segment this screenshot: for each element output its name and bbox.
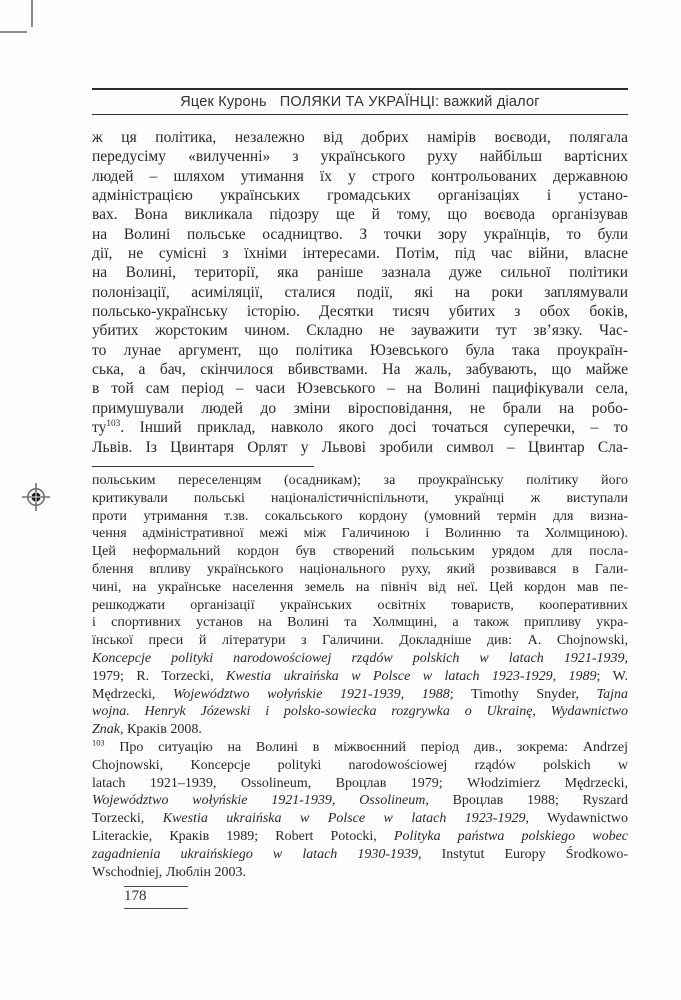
text-line: Torzecki, Kwestia ukraińska w Polsce w latach 1923-1929, Wydawnictwo bbox=[92, 811, 628, 827]
footnote-separator bbox=[92, 466, 314, 467]
page-number: 178 bbox=[124, 888, 147, 904]
text-line: $^{103}$ Про ситуацію на Волині в міжвоєнний період див., зокрема: Andrzej bbox=[92, 738, 628, 755]
text-line: блення впливу українського національного руху, який розвивався в Гали- bbox=[92, 561, 628, 577]
footer-rule-bottom bbox=[124, 908, 188, 909]
text-line: $ту^{103}$. Інший приклад, навколо якого досі точаться суперечки, – то bbox=[92, 419, 628, 437]
text-line: Znak, Краків 2008. bbox=[92, 722, 202, 738]
body-text bbox=[92, 128, 628, 457]
crop-mark-horizontal-icon bbox=[0, 31, 27, 33]
text-line: дії, не сумісні з їхніми інтересами. Потім, під час війни, власне bbox=[92, 245, 628, 263]
text-line: ська, а бач, скінчилося вбивствами. На жаль, забувають, що майже bbox=[92, 361, 628, 379]
text-line: примушували людей до зміни віросповідання, не брали на робо- bbox=[92, 399, 628, 417]
text-line: убитих жорстоким чином. Складно не зауважити тут зв’язку. Час- bbox=[92, 322, 628, 340]
running-head-title: ПОЛЯКИ ТА УКРАЇНЦІ: важкий діалог bbox=[279, 94, 540, 110]
text-line: Koncepcje polityki narodowościowej rządów polskich w latach 1921-1939, bbox=[92, 650, 628, 666]
text-line: то лунае аргумент, що політика Юзевського була така проукраїн- bbox=[92, 341, 628, 359]
footnotes-block bbox=[92, 472, 628, 881]
crop-mark-vertical-icon bbox=[31, 0, 33, 27]
text-line: на Волині польське осадництво. З точки зору українців, то були bbox=[92, 225, 628, 243]
text-line: полонізації, асиміляції, сталися події, які на роки заплямували bbox=[92, 283, 628, 301]
text-line: wojna. Henryk Józewski i polsko-sowiecka rozgrywka o Ukrainę, Wydawnictwo bbox=[92, 704, 628, 720]
text-line: передусіму «вилученні» з українського руху найбільш вартісних bbox=[92, 148, 628, 166]
text-line: адміністрацією українських громадських організаціях і устано- bbox=[92, 187, 628, 205]
running-head bbox=[92, 88, 628, 115]
text-line: польсько-українську історію. Десятки тисяч убитих з обох боків, bbox=[92, 303, 628, 321]
footer-rule-top bbox=[124, 886, 188, 887]
text-line: чення адміністративної межі між Галичиною і Волинню та Холмщиною). bbox=[92, 526, 628, 542]
text-line: чині, на українське населення земель на північ від неї. Цей кордон мав пе- bbox=[92, 579, 628, 595]
text-line: latach 1921–1939, Ossolineum, Вроцлав 1979; Włodzimierz Mędrzecki, bbox=[92, 775, 628, 791]
text-line: критикували польські націоналістичніспільноти, українці ж виступали bbox=[92, 490, 628, 506]
text-line: їнської преси й літератури з Галичини. Докладніше див: A. Chojnowski, bbox=[92, 633, 628, 649]
text-line: вах. Вона викликала підозру ще й тому, що воєвода організував bbox=[92, 206, 628, 224]
text-line: Wschodniej, Люблін 2003. bbox=[92, 864, 246, 880]
text-line: Львів. Із Цвинтаря Орлят у Львові зробили символ – Цвинтар Сла- bbox=[92, 438, 628, 456]
text-line: Mędrzecki, Województwo wołyńskie 1921-1939, 1988; Timothy Snyder, Tajna bbox=[92, 686, 629, 702]
text-line: на Волині, території, яка раніше зазнала дуже сильної політики bbox=[92, 264, 628, 282]
text-line: Województwo wołyńskie 1921-1939, Ossolineum, Вроцлав 1988; Ryszard bbox=[92, 793, 628, 809]
text-line: проти утримання т.зв. сокальського кордону (умовний термін для визна- bbox=[92, 508, 628, 524]
text-line: решкоджати організації українських освітніх товариств, кооперативних bbox=[92, 597, 628, 613]
text-line: Chojnowski, Koncepcje polityki narodowościowej rządów polskich w bbox=[92, 757, 628, 773]
text-line: і спортивних установ на Волині та Холмщині, а також припливу укра- bbox=[92, 615, 628, 631]
text-line: ж ця політика, незалежно від добрих намірів воєводи, полягала bbox=[92, 129, 628, 146]
text-line: Цей неформальний кордон був створений польським урядом для посла- bbox=[92, 544, 628, 560]
text-line: 1979; R. Torzecki, Kwestia ukraińska w Polsce w latach 1923-1929, 1989; W. bbox=[92, 668, 628, 684]
running-head-author: Яцек Куронь bbox=[180, 94, 267, 110]
text-line: в той сам період – часи Юзевського – на Волині пацифікували села, bbox=[92, 380, 628, 398]
text-line: Literackie, Краків 1989; Robert Potocki, Polityka państwa polskiego wobec bbox=[92, 828, 628, 844]
text-line: польським переселенцям (осадникам); за проукраїнську політику його bbox=[92, 473, 628, 488]
text-line: людей – шляхом утимання їх у строго контрольованих державною bbox=[92, 167, 628, 185]
registration-mark-icon bbox=[22, 483, 50, 511]
text-line: zagadnienia ukraińskiego w latach 1930-1939, Instytut Europy Środkowo- bbox=[92, 846, 628, 862]
